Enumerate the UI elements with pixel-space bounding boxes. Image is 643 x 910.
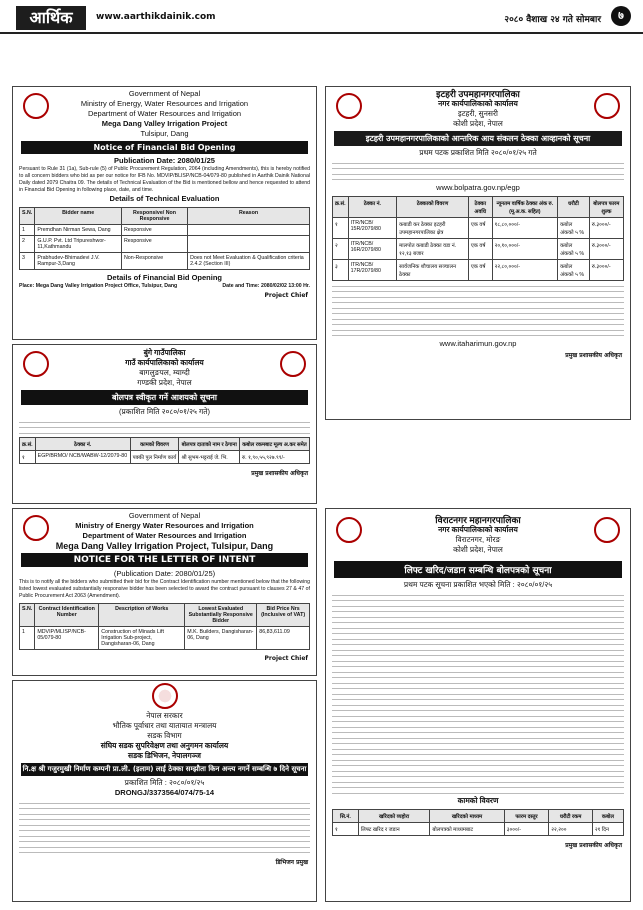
project-name: Mega Dang Valley Irrigation Project — [101, 119, 228, 128]
newspaper-logo: आर्थिक — [16, 6, 86, 30]
table-row: २ ITR/NCB/ 16R/2079/80 मालपोत कबाडी ठेक्का वडा नं. १२,१३ बजार एक वर्ष २०,१०,०००/- कबोल अंकको ५ % रु.३०००/- — [333, 238, 624, 259]
col-bidder: Bidder name — [35, 208, 122, 225]
text-lines — [326, 284, 630, 337]
table-row: 1 Premdhan Nirman Sewa, Dang Responsive — [20, 225, 310, 236]
table-row: 1 MDVIP/MLISP/NCB-05/079-80 Construction of Minads Lift Irrigation Sub-project, Dangisharan-06, Dang M.K. Builders, Dangisharan-06, Dang 86,83,611.09 — [20, 627, 310, 650]
office-line: नगर कार्यपालिकाको कार्यालय — [438, 99, 518, 108]
office-address: इटहरी, सुनसरी — [458, 109, 498, 118]
office-name: विराटनगर महानगरपालिका — [435, 515, 521, 525]
table-row: 3 Prabhudev-Bhimadevi J.V. Rampur-3,Dang Non-Responsive Does not Meet Evaluation & Qualification criteria 2.4.2 (Section III) — [20, 253, 310, 270]
municipal-website[interactable]: www.itaharimun.gov.np — [439, 338, 517, 348]
text-lines — [326, 161, 630, 181]
loi-table: S.N. Contract Identification Number Description of Works Lowest Evaluated Substantially Responsive Bidder Bid Price Nrs (Inclusive of VAT) 1 MDVIP/MLISP/NCB-05/079-80 Construction of Minads Lift Irrigation Sub-project, Dangisharan-06, Dang M.K. Builders, Dangisharan-06, Dang 86,83,611.09 — [19, 603, 310, 650]
site-url[interactable]: www.aarthikdainik.com — [96, 12, 216, 22]
office-name: इटहरी उपमहानगरपालिका — [436, 89, 520, 99]
table-row: ३ ITR/NCB/ 17R/2079/80 सार्वजनिक शौचालय सञ्चालन ठेक्का एक वर्ष २२,८०,०००/- कबोल अंकको ५ % रु.३०००/- — [333, 259, 624, 280]
publication-date: (Publication Date: 2080/01/25) — [113, 569, 216, 578]
issue-date: २०८० वैशाख २४ गते सोमबार — [504, 15, 601, 25]
text-lines — [13, 420, 316, 434]
financial-bid-notice — [12, 86, 317, 340]
work-details-heading: कामको विवरण — [457, 796, 499, 805]
notice-title: इटहरी उपमहानगरपालिकाको आन्तरिक आय संकलन ठेक्का आव्हानको सूचना — [334, 131, 622, 146]
road-division-notice — [12, 680, 317, 902]
province: कोशी प्रदेश, नेपाल — [453, 545, 503, 554]
nepal-emblem-icon — [23, 93, 49, 119]
notice-title: बोलपत्र स्वीकृत गर्ने आशयको सूचना — [21, 390, 308, 405]
letter-of-intent-notice — [12, 508, 317, 676]
col-responsive: Responsive/ Non Responsive — [121, 208, 187, 225]
project-name: Mega Dang Valley Irrigation Project, Tulsipur, Dang — [55, 541, 274, 551]
signature: Project Chief — [264, 292, 308, 299]
signature: प्रमुख प्रशासकीय अधिकृत — [565, 351, 622, 359]
contract-ref: DRONGJ/3373564/074/75-14 — [114, 788, 215, 797]
notice-title: नि.क्ष श्री गजुरमुखी निर्माण कम्पनी प्रा.ली. (इलाम) लाई ठेक्का सम्झौता किन अन्त्य नगर्ने सम्बन्धि ७ दिने सूचना — [21, 763, 308, 776]
financial-heading: Details of Financial Bid Opening — [106, 273, 222, 282]
loi-table: क्र.सं. ठेक्का नं. कामको विवरण बोलपत्र दाताको नाम र ठेगाना कबोल रकमबाट मूल्य अ.कर समेत १ EGP/BRMO/ NCB/WABW-12/2079-80 पक्की पुल निर्माण कार्य श्री सुभम-भट्टराई जे. भि. रु. १,९०,५५,९२७.९९/- — [19, 437, 310, 464]
text-lines — [13, 801, 316, 854]
nepal-emblem-icon — [336, 517, 362, 543]
gaupalika-notice — [12, 344, 317, 504]
office-name: बुंगे गाउँपालिका — [143, 348, 186, 357]
gov-line: Government of Nepal — [128, 89, 201, 98]
office-line: गाउँ कार्यपालिकाको कार्यालय — [125, 358, 204, 367]
notice-title: लिफ्ट खरिद/जडान सम्बन्धि बोलपत्रको सूचना — [334, 561, 622, 578]
tender-table: क्र.सं. ठेक्का नं. ठेक्काको विवरण ठेक्का अवधि न्यूनतम वार्षिक ठेक्का अंक रु. (मू.अ.क. सहित) धरौटी बोलपत्र फारम शुल्क १ ITR/NCB/ 15R/2079/80 कबाडी कर ठेक्का इटहरी उपमहानगरपालिका क्षेत्र एक वर्ष १८,८०,०००/- कबोल अंकको ५ % रु.३०००/- २ ITR/NCB/ 16R/2079/80 मालपोत कबाडी ठेक्का वडा नं. १२,१३ बजार एक वर्ष २०,१०,०००/- कबोल अंकको ५ % रु.३०००/- ३ ITR/NCB/ 17R/2079/80 सार्वजनिक शौचालय सञ्चालन ठेक्का एक वर्ष २२,८०,०००/- कबोल अंकको ५ % रु.३०००/- — [332, 196, 624, 281]
publication-date: Publication Date: 2080/01/25 — [114, 156, 215, 165]
datetime-text: Date and Time: 2080/02/02 13:00 Hr. — [222, 283, 310, 289]
egp-link[interactable]: www.bolpatra.gov.np/egp — [436, 182, 520, 192]
office-address: बागलुङपल, म्याग्दी — [139, 368, 190, 377]
place-text: Place: Mega Dang Valley Irrigation Project Office, Tulsipur, Dang — [19, 283, 178, 289]
table-row: १ EGP/BRMO/ NCB/WABW-12/2079-80 पक्की पुल निर्माण कार्य श्री सुभम-भट्टराई जे. भि. रु. १,९०,५५,९२७.९९/- — [20, 450, 310, 463]
col-sn: S.N. — [20, 208, 35, 225]
lift-table: सि.नं. खरिदको व्यहोरा खरिदको माध्यम फारम दस्तुर धरौटी रकम कबोल १ लिफ्ट खरिद र जडान बोलपत्रको माध्यमबाट ३०००/- २२,२०० २१ दिन — [332, 809, 624, 836]
municipal-logo-icon — [280, 351, 306, 377]
municipal-logo-icon — [594, 93, 620, 119]
ministry-line: भौतिक पूर्वाधार तथा यातायात मन्त्रालय — [112, 721, 217, 730]
province: कोशी प्रदेश, नेपाल — [453, 119, 503, 128]
gov-line: Government of Nepal — [128, 511, 201, 520]
nepal-emblem-icon — [23, 515, 49, 541]
evaluation-heading: Details of Technical Evaluation — [109, 194, 220, 203]
publication-date: प्रकाशित मिति : २०८०/०१/२५ — [124, 778, 205, 787]
signature: डिभिजन प्रमुख — [275, 858, 308, 866]
table-row: १ लिफ्ट खरिद र जडान बोलपत्रको माध्यमबाट ३०००/- २२,२०० २१ दिन — [333, 823, 624, 836]
office-address: विराटनगर, मोरङ — [455, 535, 501, 544]
text-lines — [326, 593, 630, 794]
nepal-emblem-icon — [152, 683, 178, 709]
col-reason: Reason — [188, 208, 310, 225]
division-name: सडक डिभिजन, नेपालगञ्ज — [128, 751, 201, 760]
publication-date: (प्रकाशित मिति २०८०/०१/२५ गते) — [118, 407, 211, 416]
newspaper-header — [0, 0, 643, 34]
signature: Project Chief — [264, 655, 308, 662]
ministry-line: Ministry of Energy, Water Resources and Irrigation — [80, 99, 249, 108]
office-line: नगर कार्यपालिकाको कार्यालय — [438, 525, 518, 534]
notice-body: Persuant to Rule 31 (1a), Sub-rule (5) of Public Procurement Regulation, 2064 (including Amendments), this is hereby notified to all concern bidders who bid as per our notice for IFB No. MDVIP/BLISP/NCB-04/079-80 published in Aarthik Dainik National Daily dated 2079 Chaitra 09. The details of Technical Evaluation of the Bid is mentioned bellow and hence requested to attend in Financial Bid Opening in following place, date, and time. — [19, 166, 310, 193]
evaluation-table — [19, 207, 310, 270]
publication-date: प्रथम पटक प्रकाशित मिति २०८०/०१/२५ गते — [419, 148, 537, 157]
notice-body: This is to notify all the bidders who submitted their bid for the Contract Identification number mentioned below that the following listed lowest evaluated substantially responsive bidder has been selected to award the contract pursuant to clauses 27 & 47 of Public Procurement Act 2063 (Amendment). — [19, 579, 310, 599]
table-row: १ ITR/NCB/ 15R/2079/80 कबाडी कर ठेक्का इटहरी उपमहानगरपालिका क्षेत्र एक वर्ष १८,८०,०००/- कबोल अंकको ५ % रु.३०००/- — [333, 217, 624, 238]
notice-title: Notice of Financial Bid Opening — [21, 141, 308, 154]
nepal-emblem-icon — [23, 351, 49, 377]
itahari-notice — [325, 86, 631, 420]
page-number: ७ — [611, 6, 631, 26]
signature: प्रमुख प्रशासकीय अधिकृत — [565, 842, 622, 849]
notice-title: NOTICE FOR THE LETTER OF INTENT — [21, 553, 308, 567]
publication-date: प्रथम पटक सूचना प्रकाशित भएको मिति : २०८०/०१/२५ — [403, 580, 553, 589]
department-line: Department of Water Resources and Irrigation — [82, 531, 247, 540]
department-line: Department of Water Resources and Irrigation — [87, 109, 242, 118]
municipal-logo-icon — [594, 517, 620, 543]
table-row: 2 G.U.P. Pvt. Ltd Tripureshwor-11,Kathmandu Responsive — [20, 236, 310, 253]
signature: प्रमुख प्रशासकीय अधिकृत — [251, 469, 308, 477]
biratnagar-notice — [325, 508, 631, 902]
gov-line: नेपाल सरकार — [146, 711, 183, 720]
province: गण्डकी प्रदेश, नेपाल — [137, 378, 192, 387]
nepal-emblem-icon — [336, 93, 362, 119]
office-name: संघिय सडक सुपरिवेक्षण तथा अनुगमन कार्यालय — [100, 741, 229, 750]
project-place: Tulsipur, Dang — [140, 129, 189, 138]
department-line: सडक विभाग — [147, 731, 182, 740]
ministry-line: Ministry of Energy Water Resources and Irrigation — [75, 521, 254, 530]
